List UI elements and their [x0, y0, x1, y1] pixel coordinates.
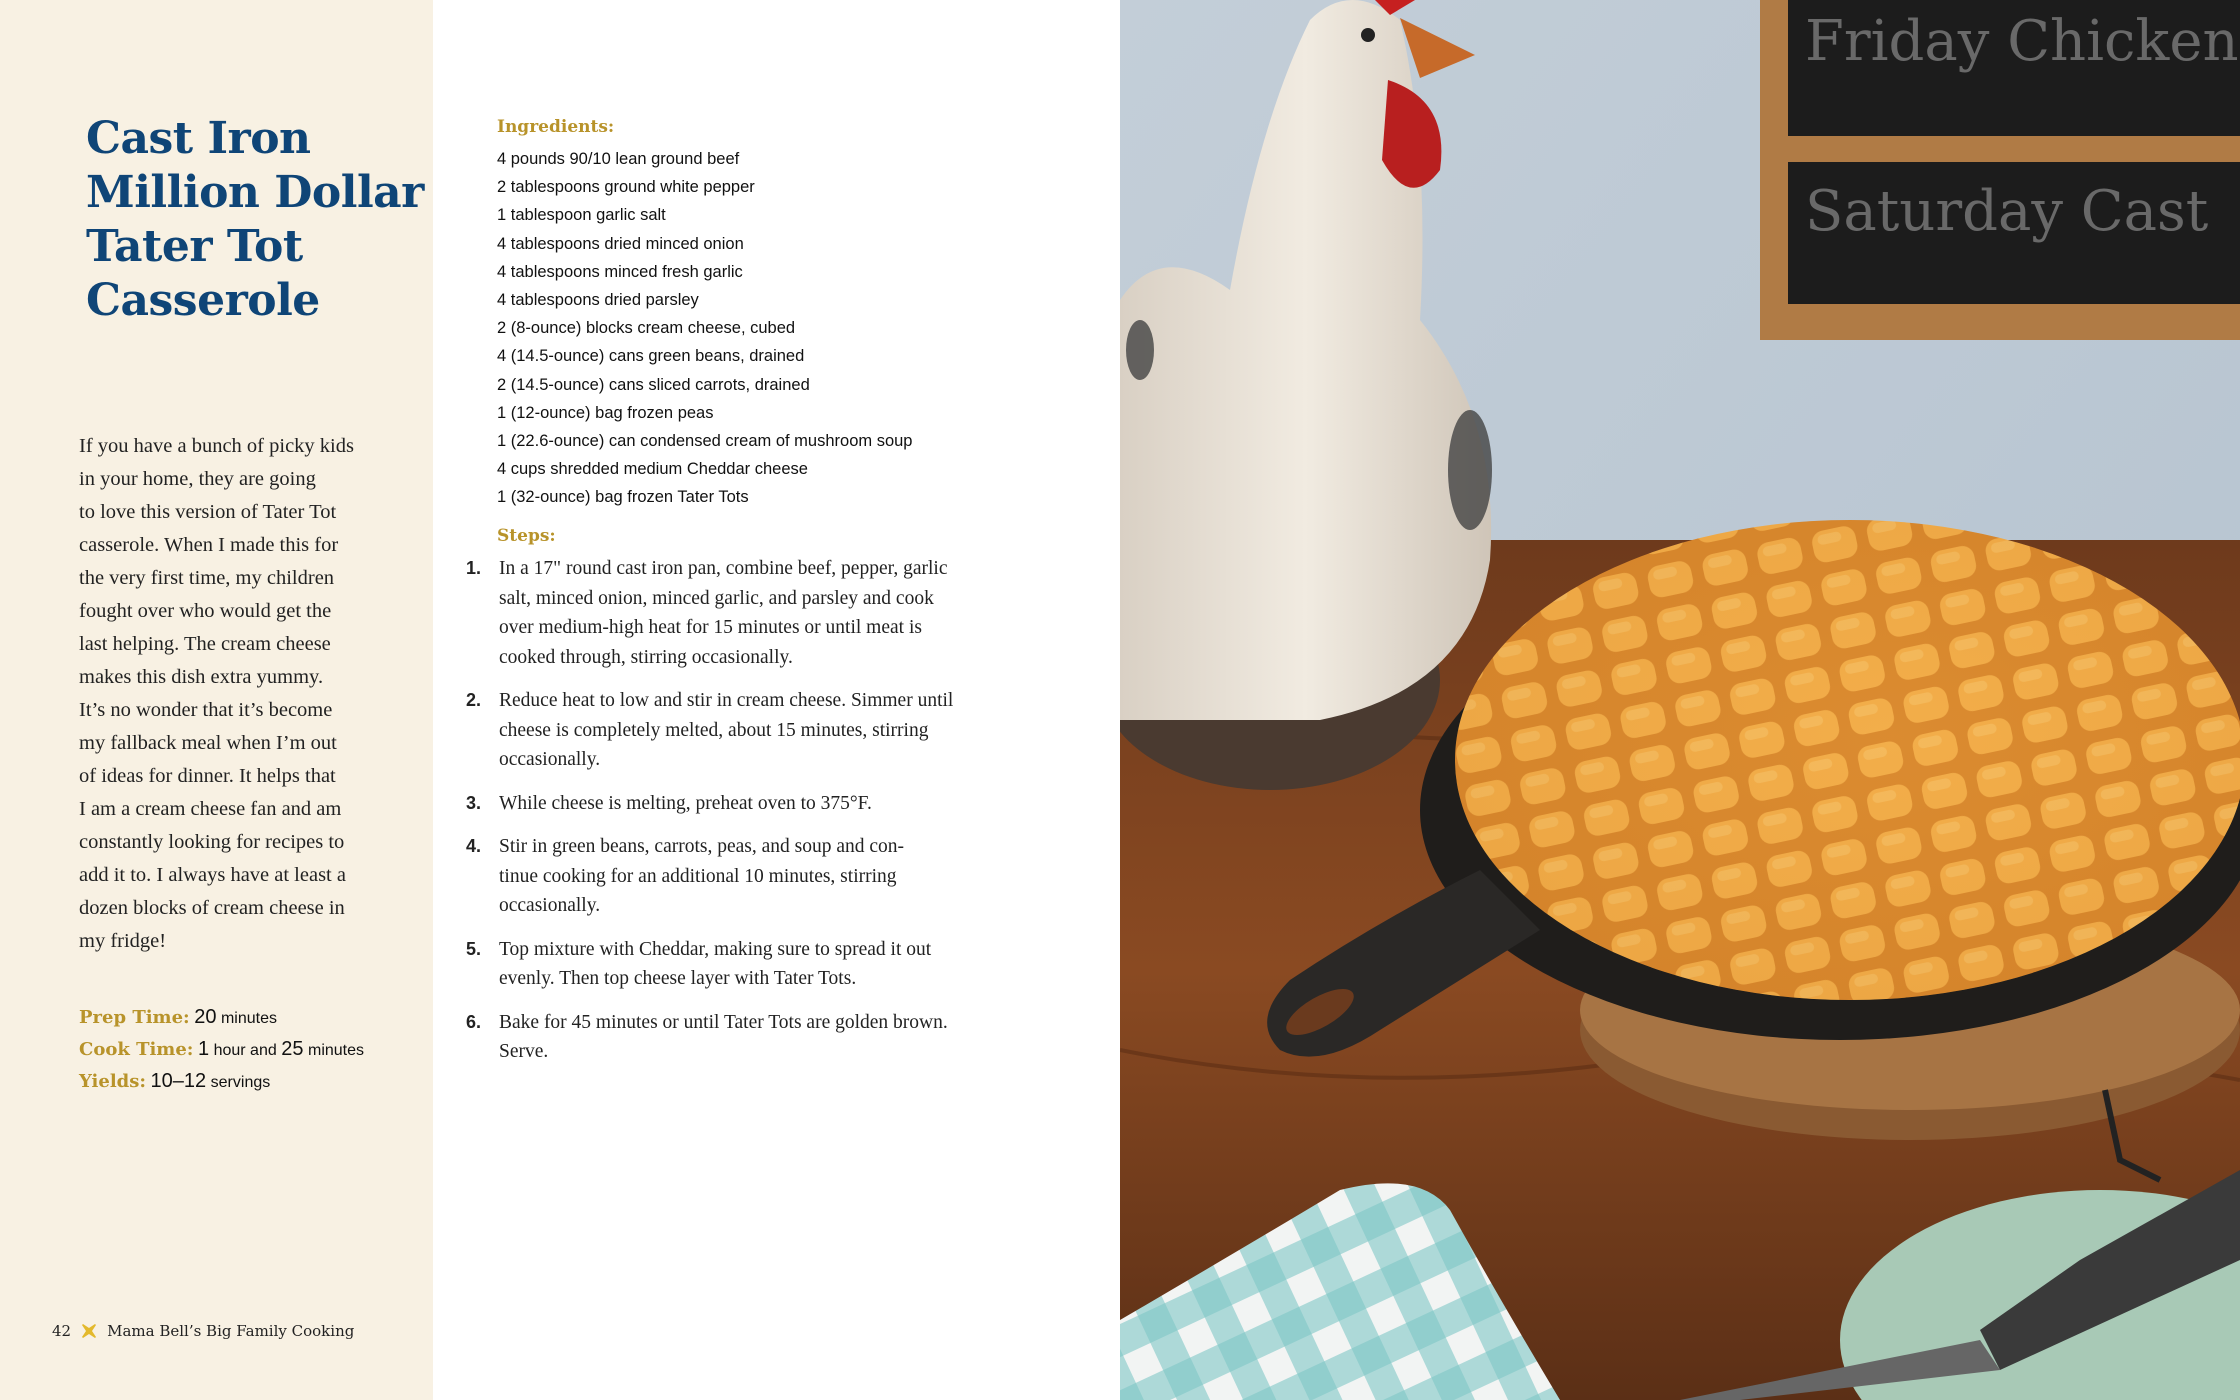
step-item	[466, 832, 1026, 921]
ingredient-item: 1 (22.6-ounce) can condensed cream of mushroom soup	[497, 432, 913, 451]
recipe-meta	[79, 1002, 364, 1098]
prep-time-label: Prep Time:	[79, 1007, 190, 1028]
cook-time-unit2: minutes	[308, 1042, 365, 1059]
step-item	[466, 686, 1026, 775]
step-line: Serve.	[499, 1041, 549, 1062]
ingredient-item: 2 tablespoons ground white pepper	[497, 178, 755, 197]
intro-line: add it to. I always have at least a	[79, 864, 346, 886]
title-line: Tater Tot	[86, 221, 303, 272]
step-line: Top mixture with Cheddar, making sure to spread it out	[499, 938, 932, 960]
prep-time	[79, 1002, 364, 1034]
intro-line: fought over who would get the	[79, 600, 332, 622]
yields-value: 10–12	[150, 1070, 207, 1092]
step-text	[499, 686, 953, 775]
ingredient-item: 1 tablespoon garlic salt	[497, 206, 666, 225]
intro-paragraph	[79, 430, 409, 958]
gold-cross-ornament-icon	[81, 1323, 97, 1339]
intro-line: my fallback meal when I’m out	[79, 732, 337, 754]
ingredient-item: 4 pounds 90/10 lean ground beef	[497, 150, 740, 168]
ingredient-item: 4 tablespoons dried parsley	[497, 291, 699, 310]
step-line: Stir in green beans, carrots, peas, and soup and con-	[499, 836, 905, 857]
prep-time-unit: minutes	[220, 1010, 277, 1027]
casserole-photo-illustration	[1120, 0, 2240, 1400]
step-line: salt, minced onion, minced garlic, and parsley and cook	[499, 587, 934, 609]
page-number: 42	[52, 1322, 72, 1340]
step-text	[499, 935, 931, 994]
book-title: Mama Bell’s Big Family Cooking	[107, 1322, 355, 1340]
step-line: While cheese is melting, preheat oven to 375°F.	[499, 792, 872, 814]
svg-text:Saturday Cast: Saturday Cast	[1805, 179, 2209, 244]
step-item	[466, 554, 1026, 672]
cook-time-hours: 1	[197, 1038, 210, 1060]
intro-line: in your home, they are going	[79, 468, 316, 490]
intro-line: I am a cream cheese fan and am	[79, 798, 342, 820]
title-line: Cast Iron	[86, 113, 311, 164]
intro-line: If you have a bunch of picky kids	[79, 435, 354, 457]
step-line: cooked through, stirring occasionally.	[499, 646, 793, 668]
steps-heading: Steps:	[497, 526, 556, 546]
page-footer	[52, 1322, 354, 1340]
intro-line: to love this version of Tater Tot	[79, 501, 337, 523]
casserole-photo	[1120, 0, 2240, 1400]
step-item	[466, 935, 1026, 994]
step-number: 5.	[466, 938, 482, 959]
ingredient-item: 2 (14.5-ounce) cans sliced carrots, drained	[497, 375, 810, 394]
yields-label: Yields:	[79, 1071, 147, 1092]
step-item	[466, 1008, 1026, 1067]
intro-line: my fridge!	[79, 930, 167, 952]
step-line: Bake for 45 minutes or until Tater Tots are golden brown.	[499, 1011, 948, 1033]
step-line: occasionally.	[499, 895, 601, 916]
step-line: evenly. Then top cheese layer with Tater Tots.	[499, 968, 857, 989]
cook-time-unit1: hour and	[213, 1042, 277, 1059]
ingredient-item: 4 (14.5-ounce) cans green beans, drained	[497, 347, 805, 366]
step-text	[499, 789, 872, 819]
intro-line: makes this dish extra yummy.	[79, 666, 324, 688]
ingredient-item: 1 (32-ounce) bag frozen Tater Tots	[497, 488, 749, 507]
ingredient-item: 1 (12-ounce) bag frozen peas	[497, 403, 714, 422]
step-line: over medium-high heat for 15 minutes or until meat is	[499, 617, 922, 638]
step-number: 4.	[466, 836, 482, 856]
step-number: 6.	[466, 1011, 482, 1032]
ingredients-heading: Ingredients:	[497, 117, 615, 137]
ingredient-item: 4 tablespoons minced fresh garlic	[497, 262, 743, 281]
recipe-title	[86, 112, 426, 328]
intro-line: It’s no wonder that it’s become	[79, 699, 333, 721]
ingredient-item: 4 cups shredded medium Cheddar cheese	[497, 460, 808, 479]
intro-line: of ideas for dinner. It helps that	[79, 765, 336, 787]
intro-line: the very first time, my children	[79, 567, 335, 589]
intro-line: dozen blocks of cream cheese in	[79, 897, 345, 919]
step-text	[499, 832, 904, 921]
step-line: In a 17" round cast iron pan, combine beef, pepper, garlic	[499, 558, 948, 579]
steps-list	[466, 554, 1026, 1081]
ingredient-item: 2 (8-ounce) blocks cream cheese, cubed	[497, 319, 796, 338]
title-line: Casserole	[86, 275, 320, 326]
step-line: cheese is completely melted, about 15 minutes, stirring	[499, 719, 929, 741]
ingredient-item: 4 tablespoons dried minced onion	[497, 234, 744, 253]
ingredients-list	[497, 145, 912, 512]
yields	[79, 1066, 364, 1098]
prep-time-value: 20	[194, 1006, 217, 1028]
step-line: occasionally.	[499, 749, 601, 770]
step-line: tinue cooking for an additional 10 minutes, stirring	[499, 865, 897, 887]
svg-text:Friday Chicken: Friday Chicken	[1805, 9, 2239, 74]
step-line: Reduce heat to low and stir in cream cheese. Simmer until	[499, 690, 954, 711]
step-text	[499, 1008, 948, 1067]
step-number: 3.	[466, 792, 482, 813]
step-number: 1.	[466, 558, 482, 578]
step-number: 2.	[466, 690, 482, 710]
title-line: Million Dollar	[86, 167, 424, 218]
cook-time-minutes: 25	[281, 1038, 304, 1060]
cook-time-label: Cook Time:	[79, 1039, 194, 1060]
intro-line: constantly looking for recipes to	[79, 831, 345, 853]
step-item	[466, 789, 1026, 819]
intro-line: casserole. When I made this for	[79, 534, 339, 556]
cook-time	[79, 1034, 364, 1066]
intro-line: last helping. The cream cheese	[79, 633, 331, 655]
step-text	[499, 554, 947, 672]
yields-unit: servings	[210, 1074, 271, 1091]
